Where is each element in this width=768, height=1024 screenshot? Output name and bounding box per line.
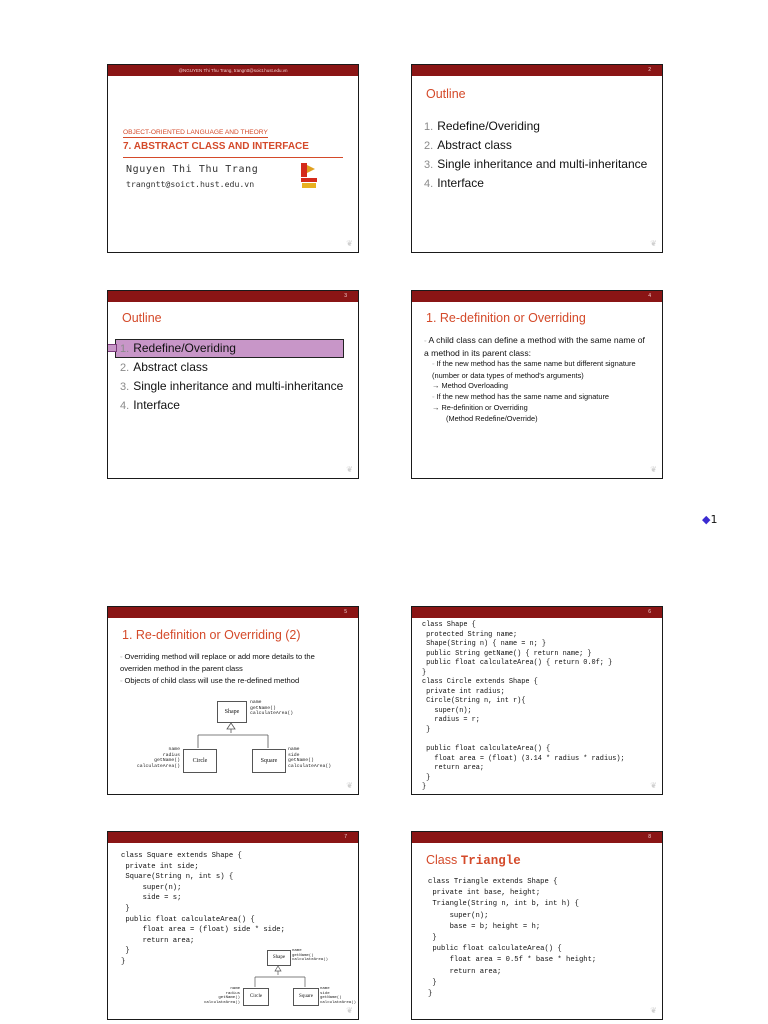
slide-6 [411,606,663,795]
uml-class-square: Square [293,988,319,1006]
outline-item: 4. Interface [120,398,180,412]
deck-title: 7. ABSTRACT CLASS AND INTERFACE [123,141,309,152]
slide-corner-icon: ❦ [650,239,657,248]
slide-corner-icon: ❦ [346,781,353,790]
code-block: class Triangle extends Shape { private int base, height; Triangle(String n, int b, int h) { super(n); base = b; height = h; } public float calculateArea() { float area = 0.5f * base * height; return area; } } [428,878,597,999]
sub-bullet: ◦ If the new method has the same name but different signature (number or data types of method's arguments) [432,359,636,380]
uml-shape-members: name getName() calculateArea() [250,700,294,717]
uml-diagram [128,697,348,777]
slide-number: 4 [648,293,651,299]
slide-corner-icon: ❦ [346,465,353,474]
title-rule [123,157,343,158]
bullet: ◦ A child class can define a method with the same name of a method in its parent class: [424,335,645,358]
slide-1 [107,64,359,253]
uml-shape-members: name getName() calculateArea() [292,949,329,963]
page-marker: ◆1 [702,513,718,526]
slide-4 [411,290,663,479]
slide-title: 1. Re-definition or Overriding (2) [122,628,301,642]
uml-class-square: Square [252,749,286,773]
author-email: trangntt@soict.hust.edu.vn [126,179,255,189]
sub-bullet: ◦ If the new method has the same name and signature [432,391,610,401]
slide-header-bar [108,832,358,843]
slide-corner-icon: ❦ [650,1006,657,1015]
slide-header-bar [108,607,358,618]
arrow-line: → Re-definition or Overriding [432,403,528,412]
outline-item: 1. Redefine/Overiding [424,119,540,133]
slide-number: 6 [648,609,651,615]
outline-item: 3. Single inheritance and multi-inheritance [424,157,648,171]
outline-item-active: 1. Redefine/Overiding [120,341,236,355]
outline-item: 3. Single inheritance and multi-inheritance [120,379,344,393]
uml-class-shape: Shape [217,701,247,723]
uml-square-members: name side getName() calculateArea() [288,747,332,769]
slide-title: Outline [122,311,162,325]
slide-corner-icon: ❦ [346,1006,353,1015]
slide-number: 5 [344,609,347,615]
slide-header-bar [412,832,662,843]
uml-square-members: name side getName() calculateArea() [320,987,357,1005]
slide-2 [411,64,663,253]
arrow-line: → Method Overloading [432,381,509,390]
slide-body [424,335,652,424]
uml-class-shape: Shape [267,950,291,966]
bullet: ◦ Overriding method will replace or add more details to the overriden method in the parent class [120,652,315,673]
outline-item: 2. Abstract class [424,138,512,152]
uml-circle-members: name radius getName() calculateArea() [136,747,180,769]
uml-class-circle: Circle [243,988,269,1006]
slide-number: 3 [344,293,347,299]
author-name: Nguyen Thi Thu Trang [126,164,259,175]
uml-class-circle: Circle [183,749,217,773]
code-block: class Shape { protected String name; Shape(String n) { name = n; } public String getName() { return name; } public float calculateArea() { return 0.0f; } } class Circle extends Shape { private int radius; Circle(String n, int r){ super(n); radius = r; } public float calculateArea() { float area = (float) (3.14 * radius * radius); return area; } } [422,621,625,792]
slide-title: 1. Re-definition or Overriding [426,311,586,325]
outline-item: 4. Interface [424,176,484,190]
slide-number: 8 [648,834,651,840]
course-name: OBJECT-ORIENTED LANGUAGE AND THEORY [123,129,268,136]
code-block: class Square extends Shape { private int side; Square(String n, int s) { super(n); side = s; } public float calculateArea() { float area = (float) side * side; return area; } } [121,852,285,966]
outline-list [424,117,647,193]
slide-header-bar [412,65,662,76]
outline-list [120,339,343,415]
slide-8 [411,831,663,1020]
slide-number: 2 [648,67,651,73]
slide-7 [107,831,359,1020]
slide-title: Outline [426,87,466,101]
slide-corner-icon: ❦ [650,781,657,790]
outline-item: 2. Abstract class [120,360,208,374]
slide-header-bar [412,291,662,302]
outline-pointer-icon [108,344,117,352]
slide-header-bar [108,291,358,302]
slide-corner-icon: ❦ [346,239,353,248]
slide-header-text: @NGUYEN Thi Thu Trang, trangntt@soict.hust.edu.vn [178,68,288,73]
slide-corner-icon: ❦ [650,465,657,474]
slide-5 [107,606,359,795]
uml-circle-members: name radius getName() calculateArea() [203,987,240,1005]
slide-number: 7 [344,834,347,840]
uml-diagram [203,947,359,1009]
bullet: ◦ Objects of child class will use the re-defined method [120,676,300,685]
university-logo [299,160,319,190]
title-code: Triangle [460,854,521,868]
slide-header-bar [412,607,662,618]
slide-title: Class Triangle [426,853,521,868]
note-line: (Method Redefine/Override) [446,413,538,423]
slide-body [120,652,348,688]
slide-3 [107,290,359,479]
